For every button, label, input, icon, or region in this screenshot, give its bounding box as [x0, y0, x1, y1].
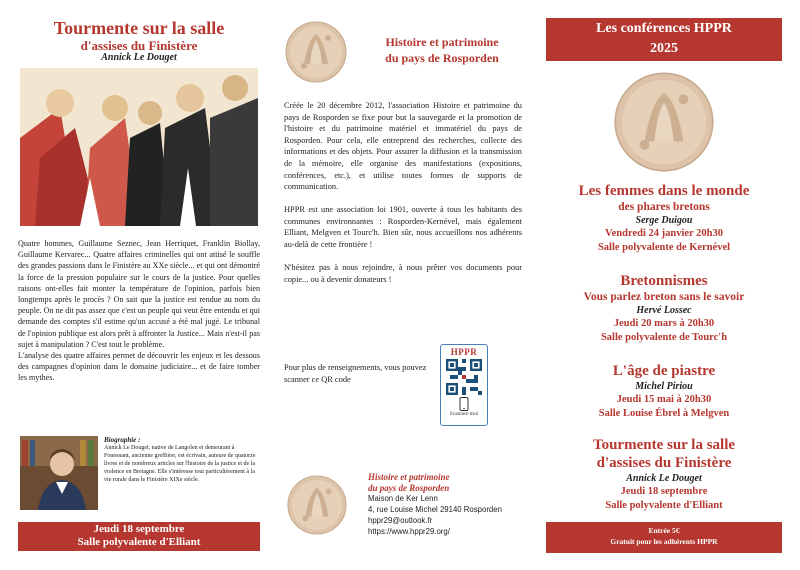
middle-paragraph: N'hésitez pas à nous rejoindre, à nous prêter vos documents pour copie... ou à devenir donateurs !	[284, 263, 522, 284]
middle-body-text	[284, 100, 522, 297]
conference-speaker: Michel Piriou	[635, 381, 693, 392]
left-author: Annick Le Douget	[101, 52, 177, 63]
conferences-header-line2: 2025	[650, 41, 678, 56]
left-event-venue: Salle polyvalente d'Elliant	[77, 536, 201, 548]
left-panel	[18, 0, 260, 570]
middle-paragraph: Créée le 20 décembre 2012, l'association Histoire et patrimoine du pays de Rosporden se fixe pour but la sauvegarde et la promotion de l'histoire et du patrimoine matériel et immatériel du pays de Rosporden. Pour cela, elle entreprend des recherches, collecte des informations et des objets. Pour assurer la diffusion et la transmission de la mémoire, elle organise des manifestations (expositions, conférences, etc.), et utilise toutes formes de supports de communication.	[284, 101, 522, 192]
qr-code[interactable]	[440, 344, 488, 426]
author-photo	[20, 436, 98, 510]
conference-title: Bretonnismes	[620, 273, 708, 289]
conference-venue: Salle polyvalente d'Elliant	[605, 500, 723, 511]
hppr-seal-icon	[284, 20, 348, 84]
bio-text: Annick Le Douget, native de Langolen et demeurant à Fouesnant, ancienne greffière, est écrivain, auteure de quatorze livres et de nombreux articles sur l'histoire de la justice et de la violence en Bretagne. Elle s'intéresse tout particulièrement à la vie rurale dans le Finistère XIXe siècle.	[104, 445, 256, 484]
middle-heading-line2: du pays de Rosporden	[385, 51, 499, 65]
contact-name-line2: du pays de Rosporden	[368, 482, 450, 493]
conferences-header-line1: Les conférences HPPR	[596, 21, 732, 36]
left-title: Tourmente sur la salle	[53, 18, 225, 38]
left-event-banner	[18, 522, 260, 551]
bio-title: Biographie :	[104, 436, 141, 444]
qr-instructions: Pour plus de renseignements, vous pouvez scanner ce QR code	[284, 363, 427, 384]
qr-footer: Scannez-moi	[449, 411, 479, 417]
conference-speaker: Annick Le Douget	[626, 473, 702, 484]
conferences-header	[546, 18, 782, 61]
left-body-text	[18, 238, 260, 384]
middle-heading-line1: Histoire et patrimoine	[385, 35, 499, 49]
contact-block	[368, 472, 538, 537]
conference-subtitle: Vous parlez breton sans le savoir	[583, 291, 745, 303]
author-biography	[104, 436, 258, 485]
conference-date: Vendredi 24 janvier 20h30	[605, 228, 723, 239]
conference-item	[546, 436, 782, 513]
contact-website[interactable]: https://www.hppr29.org/	[368, 527, 450, 536]
conference-item	[546, 272, 782, 345]
conference-date: Jeudi 18 septembre	[620, 486, 708, 497]
entry-fee-banner	[546, 522, 782, 553]
conference-date: Jeudi 20 mars à 20h30	[613, 318, 715, 329]
conference-speaker: Serge Duigou	[635, 215, 693, 226]
contact-place: Maison de Ker Lenn	[368, 494, 438, 503]
conference-item	[546, 362, 782, 421]
contact-address: 4, rue Louise Michel 29140 Rosporden	[368, 505, 502, 514]
conference-venue: Salle Louise Ébrel à Melgven	[598, 408, 730, 419]
left-subtitle: d'assises du Finistère	[80, 38, 198, 53]
conference-speaker: Hervé Lossec	[636, 305, 692, 316]
middle-paragraph: HPPR est une association loi 1901, ouverte à tous les habitants des communes environnantes : Rosporden-Kernével, mais également Elliant, Melgven et Tourc'h. Bien sûr, nous accueillons nos adhérents au-delà de cette frontière !	[284, 205, 522, 250]
middle-panel	[284, 0, 522, 570]
conference-title: Tourmente sur la salle	[592, 437, 736, 453]
conference-title: Les femmes dans le monde	[578, 183, 750, 199]
right-panel	[546, 0, 782, 570]
entry-fee-note: Gratuit pour les adhérents HPPR	[610, 537, 718, 546]
hppr-seal-small-icon	[286, 474, 348, 536]
hppr-seal-large-icon	[612, 70, 716, 174]
contact-email[interactable]: hppr29@outlook.fr	[368, 516, 433, 525]
courtroom-illustration	[20, 68, 258, 226]
conference-item	[546, 182, 782, 255]
contact-name-line1: Histoire et patrimoine	[368, 472, 450, 482]
conference-venue: Salle polyvalente de Kernével	[597, 242, 731, 253]
qr-header: HPPR	[450, 347, 478, 357]
conference-date: Jeudi 15 mai à 20h30	[616, 394, 712, 405]
entry-fee: Entrée 5€	[648, 526, 680, 535]
left-paragraph: Quatre hommes, Guillaume Seznec, Jean Herriquet, Franklin Biollay, Guillaume Kervarec... Quatre affaires criminelles qui ont attisé le souffle des grandes passions dans le Finistère au XXe siècle... et qui ont démontré la force de la pression populaire sur le cours de la justice. Pour quelles raisons ont-elles fait monter la température de l'opinion, parfois bien longtemps après le procès ? On sait que la justice est rendue au nom du peuple. On ne dit pas assez que c'est un peuple qui veut être entendu et qui demande des comptes s'il estime qu'un accusé a été mal jugé. Le tribunal de l'opinion publique est alors prêt à affronter la Justice... Mais n'est-il pas sujet à manipulation ? C'est tout le problème.	[18, 239, 260, 349]
phone-icon	[459, 397, 469, 411]
conference-title: L'âge de piastre	[612, 363, 716, 379]
conference-subtitle: d'assises du Finistère	[596, 455, 732, 471]
conference-venue: Salle polyvalente de Tourc'h	[600, 332, 728, 343]
qr-code-icon	[446, 359, 482, 395]
left-paragraph: L'analyse des quatre affaires permet de découvrir les enjeux et les dessous des campagnes d'opinion dans le domaine judiciaire... et de faire tomber les mythes.	[18, 351, 260, 383]
middle-heading	[362, 34, 522, 66]
conference-subtitle: des phares bretons	[618, 201, 710, 213]
left-event-date: Jeudi 18 septembre	[93, 523, 185, 535]
